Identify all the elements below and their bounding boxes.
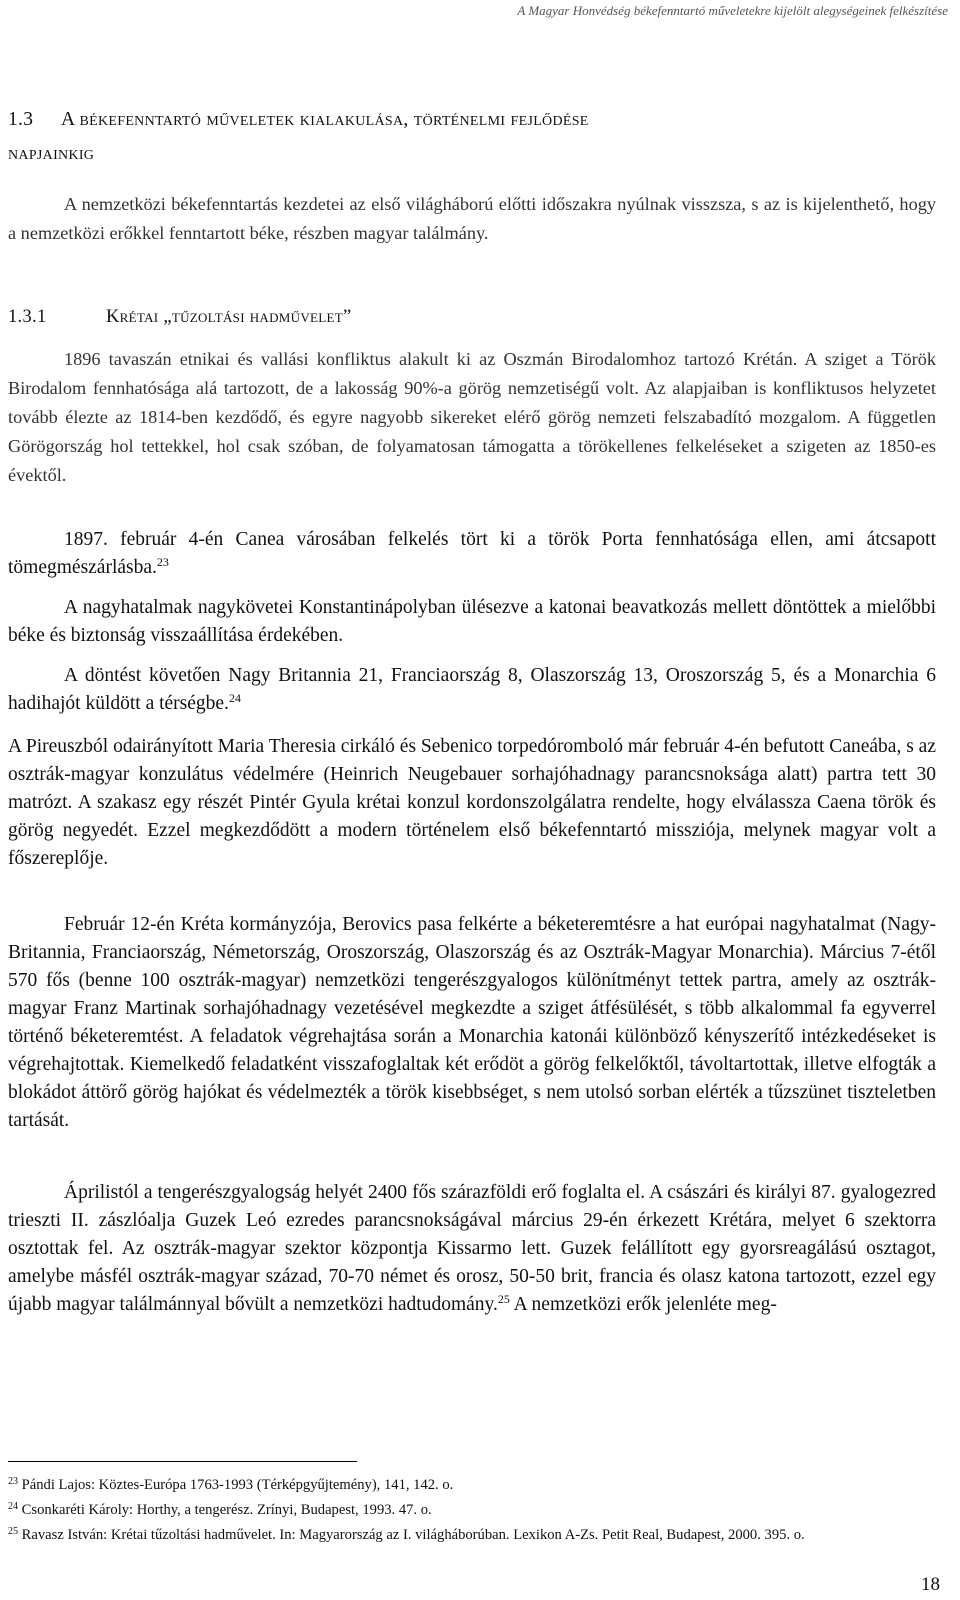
footnote-text: Csonkaréti Károly: Horthy, a tengerész. Zrínyi, Budapest, 1993. 47. o. bbox=[21, 1502, 432, 1518]
footnote-number: 25 bbox=[8, 1526, 18, 1537]
page-number: 18 bbox=[921, 1574, 940, 1595]
footnote-23 bbox=[8, 1475, 933, 1495]
paragraph-4 bbox=[8, 662, 936, 718]
footnote-number: 24 bbox=[8, 1501, 18, 1512]
paragraph-2 bbox=[8, 526, 936, 582]
subsection-heading bbox=[8, 302, 352, 332]
section-number: 1.3 bbox=[8, 109, 34, 130]
footnote-text: Ravasz István: Krétai tűzoltási hadművelet. In: Magyarország az I. világháborúban. Lexikon A-Zs. Petit Real, Budapest, 2000. 395. o. bbox=[21, 1527, 805, 1543]
section-title-line1: A békefenntartó műveletek kialakulása, történelmi fejlődése bbox=[61, 109, 589, 130]
paragraph-2-text: 1897. február 4-én Canea városában felkelés tört ki a török Porta fennhatósága ellen, ami átcsapott tömegmészárlásba. bbox=[8, 529, 936, 578]
paragraph-5: A Pireuszból odairányított Maria Theresia cirkáló és Sebenico torpedóromboló már február 4-én befutott Caneába, s az osztrák-magyar konzulátus védelmére (Heinrich Neugebauer sorhajóhadnagy parancsnoksága alatt) partra tett 30 matrózt. A szakasz egy részét Pintér Gyula krétai konzul kordonszolgálatra rendelte, hogy elválassza Caena török és görög negyedét. Ezzel megkezdődött a modern történelem első békefenntartó missziója, melynek magyar volt a főszereplője. bbox=[8, 736, 936, 869]
footnote-ref-24: 24 bbox=[228, 691, 241, 705]
paragraph-6: Február 12-én Kréta kormányzója, Berovics pasa felkérte a béketeremtésre a hat európai nagyhatalmat (Nagy-Britannia, Franciaország, Németország, Oroszország, Olaszország és az Osztrák-Magyar Monarchia). Március 7-étől 570 fős (benne 100 osztrák-magyar) nemzetközi tengerészgyalogos különítményt tettek partra, amely az osztrák-magyar Franz Martinak sorhajóhadnagy vezetésével megkezdte a sziget átfésülését, s több alkalommal fa egyverrel történő béketeremtést. A feladatok végrehajtása során a Monarchia katonái különböző kényszerítő intézkedéseket is végrehajtottak. Kiemelkedő feladatként visszafoglaltak két erődöt a görög felkelőktől, távoltartottak, illetve elfogták a blokádot áttörő görög hajókat és védelmezték a török kisebbséget, s nem utolsó sorban elérték a tűzszünet tiszteletben tartását. bbox=[8, 914, 936, 1131]
footnote-24 bbox=[8, 1500, 933, 1520]
subsection-title: Krétai „tűzoltási hadművelet” bbox=[106, 307, 352, 327]
paragraph-7-text: Áprilistól a tengerészgyalogság helyét 2400 fős szárazföldi erő foglalta el. A császári és királyi 87. gyalogezred trieszti II. zászlóalja Guzek Leó ezredes parancsnokságával március 29-én érkezett Krétára, melyet 6 szektorra osztottak fel. Az osztrák-magyar szektor központja Kissarmo lett. Guzek felállított egy gyorsreagálású osztagot, amelybe másfél osztrák-magyar század, 70-70 német és orosz, 50-50 brit, francia és olasz katona tartozott, ezzel egy újabb magyar találmánnyal bővült a nemzetközi hadtudomány. bbox=[8, 1182, 936, 1315]
footnote-25 bbox=[8, 1525, 933, 1545]
paragraph-7 bbox=[8, 1179, 936, 1319]
section-heading bbox=[8, 103, 943, 171]
footnote-ref-25: 25 bbox=[497, 1292, 510, 1306]
paragraph-4-text: A döntést követően Nagy Britannia 21, Franciaország 8, Olaszország 13, Oroszország 5, és a Monarchia 6 hadihajót küldött a térségbe. bbox=[8, 665, 936, 714]
section-title-line2: napjainkig bbox=[8, 143, 95, 164]
footnote-number: 23 bbox=[8, 1476, 18, 1487]
subsection-number: 1.3.1 bbox=[8, 307, 47, 327]
paragraph-1: 1896 tavaszán etnikai és vallási konfliktus alakult ki az Oszmán Birodalomhoz tartozó Krétán. A sziget a Török Birodalom fennhatósága alá tartozott, de a lakosság 90%-a görög nemzetiségű volt. Az alapjaiban is konfliktusos helyzetet tovább élezte az 1814-ben kezdődő, és egyre nagyobb sikereket elérő görög nemzeti felszabadító mozgalom. A független Görögország hol tettekkel, hol csak szóban, de folyamatosan támogatta a törökellenes felkeléseket a szigeten az 1850-es évektől. bbox=[8, 349, 936, 485]
footnote-separator bbox=[8, 1461, 357, 1462]
footnote-text: Pándi Lajos: Köztes-Európa 1763-1993 (Térképgyűjtemény), 141, 142. o. bbox=[21, 1477, 454, 1493]
running-header: A Magyar Honvédség békefenntartó műveletekre kijelölt alegységeinek felkészítése bbox=[517, 3, 948, 18]
paragraph-3: A nagyhatalmak nagykövetei Konstantinápolyban ülésezve a katonai beavatkozás mellett döntöttek a mielőbbi béke és biztonság visszaállítása érdekében. bbox=[8, 597, 936, 646]
footnote-ref-23: 23 bbox=[156, 555, 169, 569]
paragraph-7-tail: A nemzetközi erők jelenléte meg- bbox=[509, 1294, 777, 1315]
intro-paragraph: A nemzetközi békefenntartás kezdetei az első világháború előtti időszakra nyúlnak visszsza, s az is kijelenthető, hogy a nemzetközi erőkkel fenntartott béke, részben magyar találmány. bbox=[8, 194, 936, 243]
